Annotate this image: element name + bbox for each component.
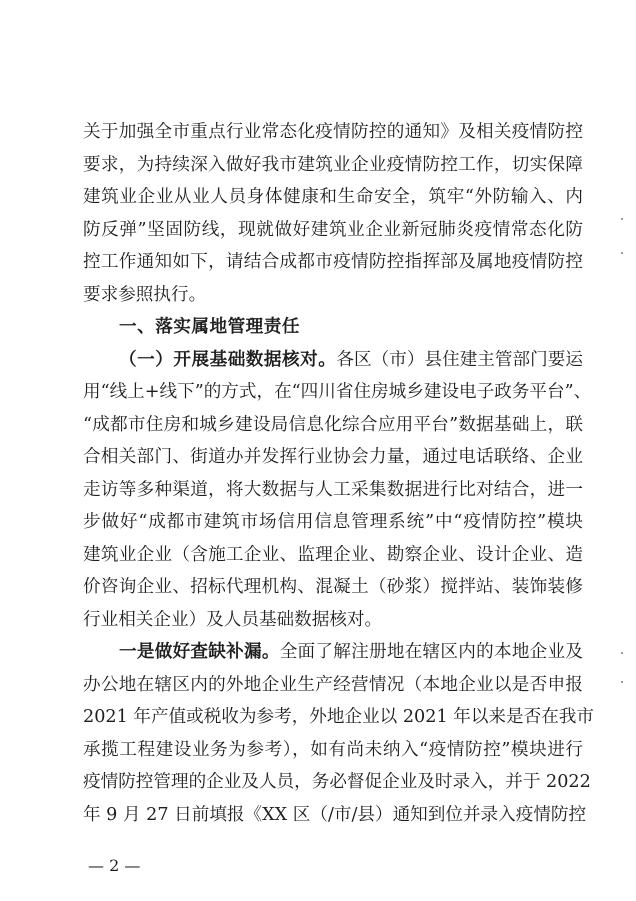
- paragraph-line: 控工作通知如下，请结合成都市疫情防控指挥部及属地疫情防控: [83, 252, 583, 272]
- subsection-lead: （一）开展基础数据核对。: [119, 349, 337, 370]
- paragraph-line: 2021 年产值或税收为参考，外地企业以 2021 年以来是否在我市: [83, 707, 594, 727]
- scan-mark: [621, 252, 623, 254]
- paragraph-line: 年 9 月 27 日前填报《XX 区（/市/县）通知到位并录入疫情防控: [83, 804, 587, 825]
- paragraph-text: 全面了解注册地在辖区内的本地企业及: [279, 642, 583, 662]
- paragraph-line: 关于加强全市重点行业常态化疫情防控的通知》及相关疫情防控: [83, 122, 583, 142]
- subsection-lead: 一是做好查缺补漏。: [119, 641, 280, 662]
- scan-mark: [621, 681, 623, 683]
- paragraph-line: 合相关部门、街道办并发挥行业协会力量，通过电话联络、企业: [83, 447, 583, 467]
- paragraph-first-line: [119, 640, 583, 664]
- paragraph-line: 走访等多种渠道，将大数据与人工采集数据进行比对结合，进一: [83, 479, 583, 500]
- paragraph-line: 步做好“成都市建筑市场信用信息管理系统”中“疫情防控”模块: [83, 512, 583, 532]
- page-number: — 2 —: [88, 856, 141, 875]
- paragraph-line: 疫情防控管理的企业及人员，务必督促企业及时录入，并于 2022: [83, 772, 591, 792]
- paragraph-line: 防反弹”坚固防线，现就做好建筑业企业新冠肺炎疫情常态化防: [83, 219, 583, 240]
- scan-mark: [621, 218, 623, 220]
- paragraph-line: 建筑业企业从业人员身体健康和生命安全，筑牢“外防输入、内: [83, 187, 583, 207]
- paragraph-first-line: [119, 348, 583, 372]
- paragraph-line: 价咨询企业、招标代理机构、混凝土（砂浆）搅拌站、装饰装修: [83, 577, 583, 597]
- paragraph-line: 行业相关企业）及人员基础数据核对。: [83, 609, 383, 630]
- paragraph-line: 建筑业企业（含施工企业、监理企业、勘察企业、设计企业、造: [83, 544, 583, 565]
- paragraph-line: 办公地在辖区内的外地企业生产经营情况（本地企业以是否申报: [83, 674, 583, 695]
- paragraph-line: 要求参照执行。: [83, 284, 207, 305]
- paragraph-line: 要求，为持续深入做好我市建筑业企业疫情防控工作，切实保障: [83, 154, 583, 175]
- scan-mark: [621, 652, 623, 654]
- paragraph-line: “成都市住房和城乡建设局信息化综合应用平台”数据基础上，联: [83, 414, 583, 435]
- paragraph-line: 用“线上+线下”的方式，在“四川省住房城乡建设电子政务平台”、: [83, 382, 592, 402]
- section-heading: 一、落实属地管理责任: [119, 317, 300, 337]
- paragraph-text: 各区（市）县住建主管部门要运: [336, 349, 583, 370]
- paragraph-line: 承揽工程建设业务为参考），如有尚未纳入“疫情防控”模块进行: [83, 739, 583, 760]
